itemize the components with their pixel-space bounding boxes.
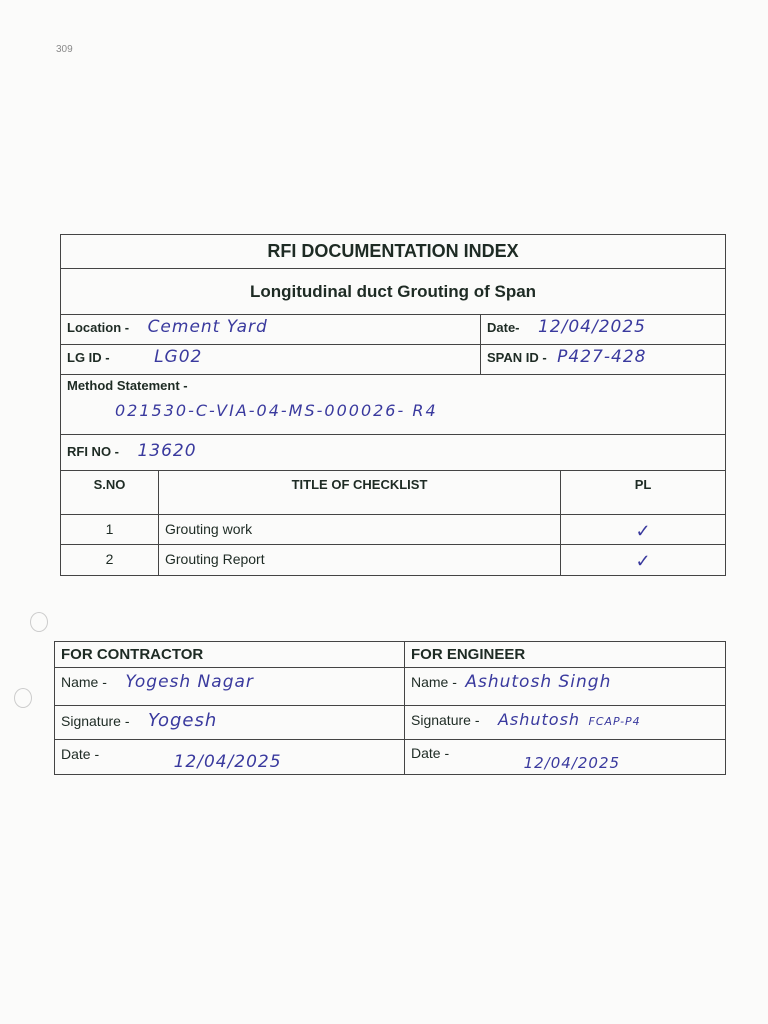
engineer-signature: Ashutosh [497, 710, 581, 729]
table-row [61, 515, 725, 545]
engineer-name-cell [405, 668, 725, 705]
location-row [61, 315, 725, 345]
date-label: Date - [411, 745, 450, 761]
contractor-date: 12/04/2025 [173, 752, 282, 772]
name-row [55, 668, 725, 706]
span-id-label: SPAN ID - [487, 350, 547, 365]
date-row [55, 740, 725, 774]
signoff-table [54, 641, 726, 775]
engineer-heading: FOR ENGINEER [411, 646, 526, 663]
lg-id-cell [61, 345, 481, 374]
rfi-no-cell [61, 435, 203, 470]
lg-id-row [61, 345, 725, 375]
engineer-date: 12/04/2025 [523, 754, 621, 772]
row-sno: 2 [61, 545, 159, 575]
rfi-no-label: RFI NO - [67, 444, 119, 459]
signoff-header-row [55, 642, 725, 668]
lg-id-value: LG02 [154, 347, 203, 367]
lg-id-label: LG ID - [67, 350, 110, 365]
punch-hole [14, 688, 32, 708]
method-statement-label: Method Statement - [67, 378, 188, 393]
date-label: Date- [487, 320, 520, 335]
page-number: 309 [56, 44, 73, 55]
row-title: Grouting work [159, 515, 561, 544]
column-header-title: TITLE OF CHECKLIST [159, 471, 561, 514]
location-value: Cement Yard [147, 317, 268, 337]
contractor-signature: Yogesh [147, 710, 218, 731]
signature-label: Signature - [411, 712, 480, 728]
engineer-name: Ashutosh Singh [465, 672, 612, 692]
column-header-sno: S.NO [61, 471, 159, 514]
date-label: Date - [61, 746, 100, 762]
location-cell [61, 315, 481, 344]
contractor-date-cell [55, 740, 405, 774]
span-id-cell [481, 345, 725, 374]
span-id-value: P427-428 [557, 347, 647, 367]
checklist-header-row [61, 471, 725, 515]
name-label: Name - [61, 674, 107, 690]
method-statement-row [61, 375, 725, 435]
location-label: Location - [67, 320, 130, 335]
rfi-no-row [61, 435, 725, 471]
row-pl-tick: ✓ [635, 551, 651, 571]
signature-row [55, 706, 725, 740]
date-value: 12/04/2025 [537, 317, 646, 337]
contractor-name-cell [55, 668, 405, 705]
engineer-signature-cell [405, 706, 725, 739]
contractor-name: Yogesh Nagar [125, 672, 254, 692]
row-pl-tick: ✓ [635, 521, 651, 541]
method-statement-value: 021530-C-VIA-04-MS-000026- R4 [115, 401, 438, 420]
date-cell [481, 315, 725, 344]
contractor-signature-cell [55, 706, 405, 739]
engineer-signature-note: FCAP-P4 [588, 715, 641, 728]
contractor-heading: FOR CONTRACTOR [55, 642, 405, 667]
index-title: RFI DOCUMENTATION INDEX [61, 235, 725, 269]
row-title: Grouting Report [159, 545, 561, 575]
name-label: Name - [411, 674, 457, 690]
engineer-date-cell [405, 740, 725, 774]
row-sno: 1 [61, 515, 159, 544]
column-header-pl: PL [634, 477, 652, 492]
rfi-index-table [60, 234, 726, 576]
punch-hole [30, 612, 48, 632]
rfi-no-value: 13620 [137, 441, 197, 461]
index-subtitle: Longitudinal duct Grouting of Span [61, 269, 725, 315]
signature-label: Signature - [61, 713, 130, 729]
table-row [61, 545, 725, 575]
